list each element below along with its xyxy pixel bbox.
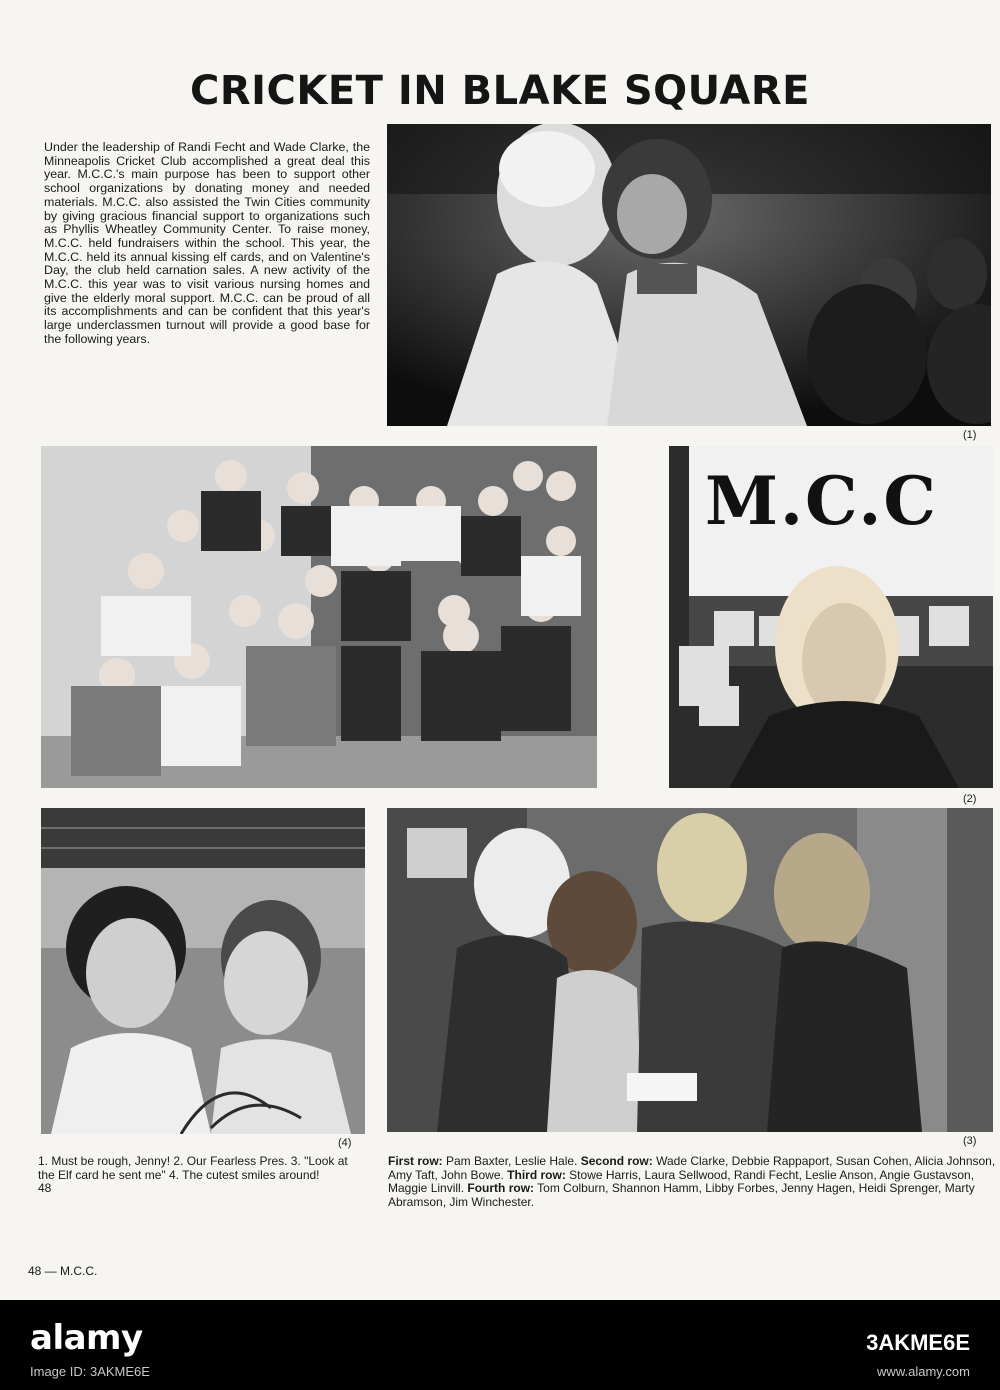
photo-3-elf-card [387,808,993,1132]
photo-captions-text: 1. Must be rough, Jenny! 2. Our Fearless Pres. 3. "Look at the Elf card he sent me" 4. The cutest smiles around! [38,1154,348,1182]
photo-2-president [669,446,993,788]
mcc-sign-text: M.C.C [705,462,938,540]
photo-4-smiles [41,808,365,1134]
photo-4-image [41,808,365,1134]
alamy-logo: alamy [30,1318,143,1358]
page-folio: 48 — M.C.C. [28,1264,98,1278]
row-2-label: Second row: [580,1154,653,1168]
row-2-names: Wade Clarke, Debbie Rappaport, Susan Cohen, Alicia Johnson, Amy Taft, John Bowe. [388,1154,996,1182]
photo-3-number: (3) [963,1135,977,1147]
row-1-label: First row: [388,1154,443,1168]
photo-group [41,446,597,788]
group-photo-image [41,446,597,788]
stock-banner [0,1300,1000,1390]
photo-caption-list [38,1155,360,1196]
photo-2-number: (2) [963,793,977,805]
photo-3-image [387,808,993,1132]
site-url[interactable]: www.alamy.com [877,1364,970,1379]
row-3-label: Third row: [507,1167,566,1182]
photo-4-number: (4) [338,1137,352,1149]
row-4-names: Tom Colburn, Shannon Hamm, Libby Forbes, Jenny Hagen, Heidi Sprenger, Marty Abramson, Jim Winchester. [388,1181,975,1209]
group-caption [388,1155,996,1209]
photo-1-number: (1) [963,429,977,441]
image-code: 3AKME6E [866,1330,970,1355]
image-id-label: Image ID: 3AKME6E [30,1364,150,1379]
photo-1-image [387,124,991,426]
photo-1-kiss [387,124,991,426]
row-4-label: Fourth row: [467,1181,535,1195]
row-3-names: Stowe Harris, Laura Sellwood, Randi Fecht, Leslie Anson, Angie Gustavson, Maggie Linvill. [388,1167,975,1195]
row-1-names: Pam Baxter, Leslie Hale. [442,1154,581,1168]
intro-paragraph: Under the leadership of Randi Fecht and Wade Clarke, the Minneapolis Cricket Club accomplished a great deal this year. M.C.C.'s main purpose has been to support other school organizations by donating money and needed materials. M.C.C. also assisted the Twin Cities community by giving gracious financial support to organizations such as Phyllis Wheatley Community Center. To raise money, M.C.C. held fundraisers within the school. This year, the M.C.C. held its annual kissing elf cards, and on Valentine's Day, the club held carnation sales. A new activity of the M.C.C. this year was to visit various nursing homes and give the elderly moral support. M.C.C. can be proud of all its accomplishments and can be confident that this year's large underclassmen turnout will provide a good base for the following years. [44,140,370,346]
caption-page-number: 48 [38,1181,52,1195]
page-title: CRICKET IN BLAKE SQUARE [189,68,811,114]
